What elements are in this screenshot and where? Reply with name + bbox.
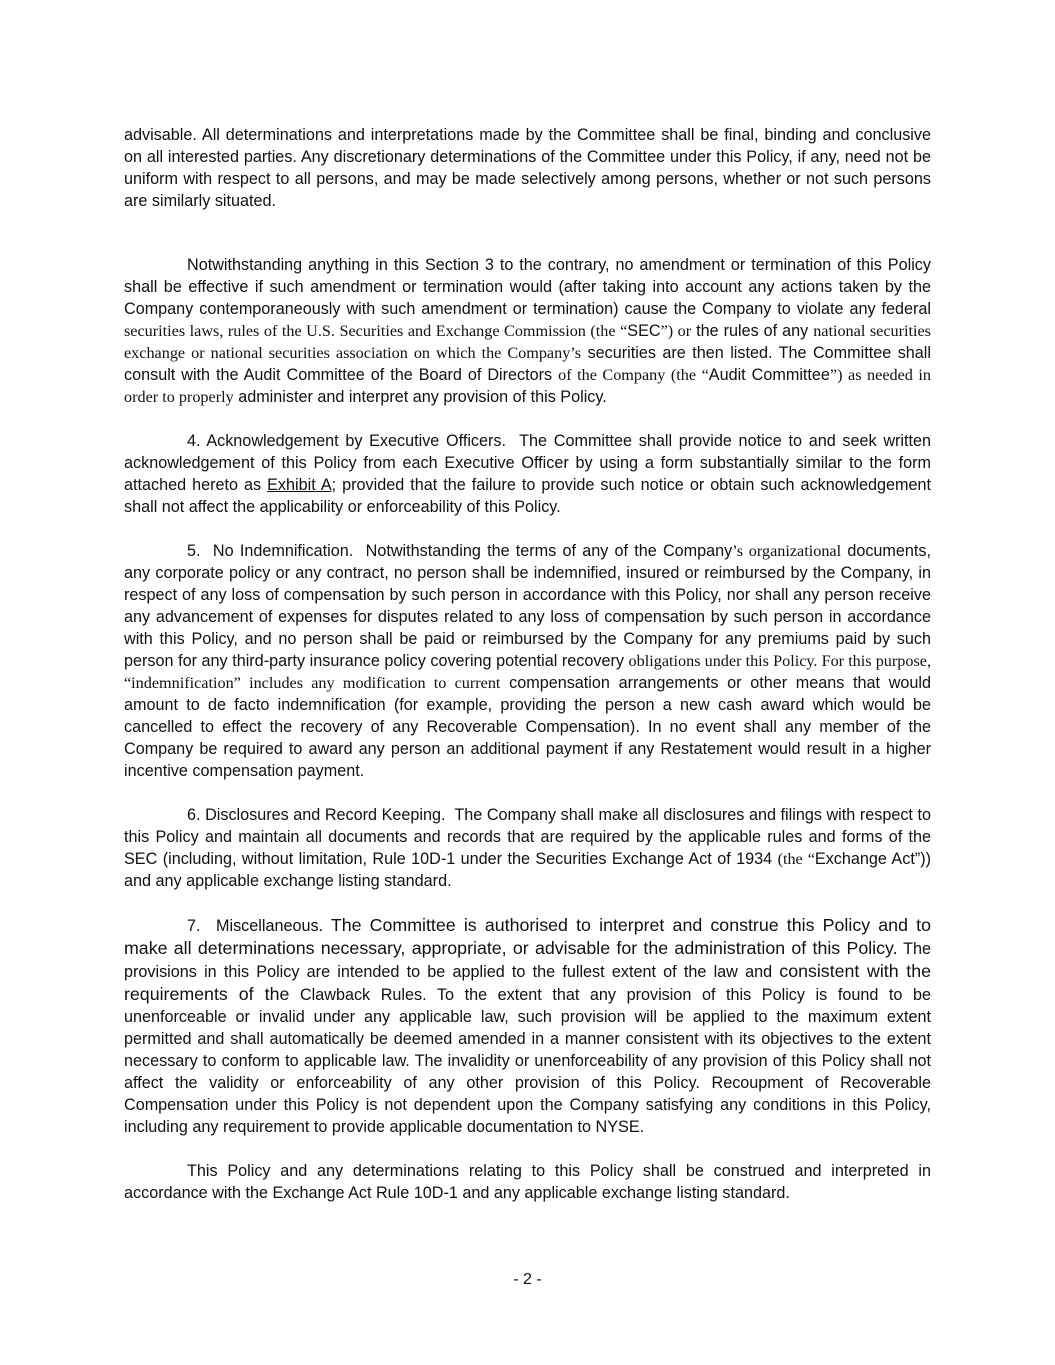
section-6-disclosures: 6. Disclosures and Record Keeping. The Company shall make all disclosures and filings with respect to this Policy and maintain all documents and records that are required by the applicable rules and forms of the SEC (including, without limitation, Rule 10D-1 under the Securities Exchange Act of 1934 (the “Exchange Act”)) and any applicable exchange listing standard.	[124, 806, 931, 890]
section-heading: 6. Disclosures and Record Keeping.	[187, 806, 446, 824]
section-heading: 7. Miscellaneous.	[187, 917, 324, 935]
paragraph-governing-law: This Policy and any determinations relating to this Policy shall be construed and interpreted in accordance with the Exchange Act Rule 10D-1 and any applicable exchange listing standard.	[124, 1162, 931, 1202]
section-4-acknowledgement: 4. Acknowledgement by Executive Officers. The Committee shall provide notice to and seek written acknowledgement of this Policy from each Executive Officer by using a form substantially similar to the form attached hereto as Exhibit A; provided that the failure to provide such notice or obtain such acknowledgement shall not affect the applicability or enforceability of this Policy.	[124, 432, 932, 516]
section-7-miscellaneous: 7. Miscellaneous. The Committee is authorised to interpret and construe this Policy and to make all determinations necessary, appropriate, or advisable for the administration of this Policy. The provisions in this Policy are intended to be applied to the fullest extent of the law and consistent with the requirements of the Clawback Rules. To the extent that any provision of this Policy is found to be unenforceable or invalid under any applicable law, such provision will be applied to the maximum extent permitted and shall automatically be deemed amended in a manner consistent with its objectives to the extent necessary to conform to applicable law. The invalidity or unenforceability of any provision of this Policy shall not affect the validity or enforceability of any other provision of this Policy. Recoupment of Recoverable Compensation under this Policy is not dependent upon the Company satisfying any conditions in this Policy, including any requirement to provide applicable documentation to NYSE.	[124, 915, 932, 1136]
section-heading: 4. Acknowledgement by Executive Officers.	[187, 432, 506, 450]
exhibit-a-link[interactable]: Exhibit A	[267, 476, 332, 494]
section-5-no-indemnification: 5. No Indemnification. Notwithstanding the terms of any of the Company’s organizational documents, any corporate policy or any contract, no person shall be indemnified, insured or reimbursed by the Company, in respect of any loss of compensation by such person in accordance with this Policy, nor shall any person receive any advancement of expenses for disputes related to any loss of compensation by such person in accordance with this Policy, and no person shall be paid or reimbursed by the Company for any premiums paid by such person for any third-party insurance policy covering potential recovery obligations under this Policy. For this purpose, “indemnification” includes any modification to current compensation arrangements or other means that would amount to de facto indemnification (for example, providing the person a new cash award which would be cancelled to effect the recovery of any Recoverable Compensation). In no event shall any member of the Company be required to award any person an additional payment if any Restatement would result in a higher incentive compensation payment.	[124, 542, 932, 780]
page-number: - 2 -	[513, 1271, 542, 1288]
paragraph-amendment-restriction: Notwithstanding anything in this Section 3 to the contrary, no amendment or termination of this Policy shall be effective if such amendment or termination would (after taking into account any actions taken by the Company contemporaneously with such amendment or termination) cause the Company to violate any federal securities laws, rules of the U.S. Securities and Exchange Commission (the “SEC”) or the rules of any national securities exchange or national securities association on which the Company’s securities are then listed. The Committee shall consult with the Audit Committee of the Board of Directors of the Company (the “Audit Committee”) as needed in order to properly administer and interpret any provision of this Policy.	[124, 256, 931, 406]
section-heading: 5. No Indemnification.	[187, 542, 354, 560]
paragraph-continuation: advisable. All determinations and interpretations made by the Committee shall be final, binding and conclusive on all interested parties. Any discretionary determinations of the Committee under this Policy, if any, need not be uniform with respect to all persons, and may be made selectively among persons, whether or not such persons are similarly situated.	[124, 126, 931, 210]
document-body	[124, 124, 931, 1204]
